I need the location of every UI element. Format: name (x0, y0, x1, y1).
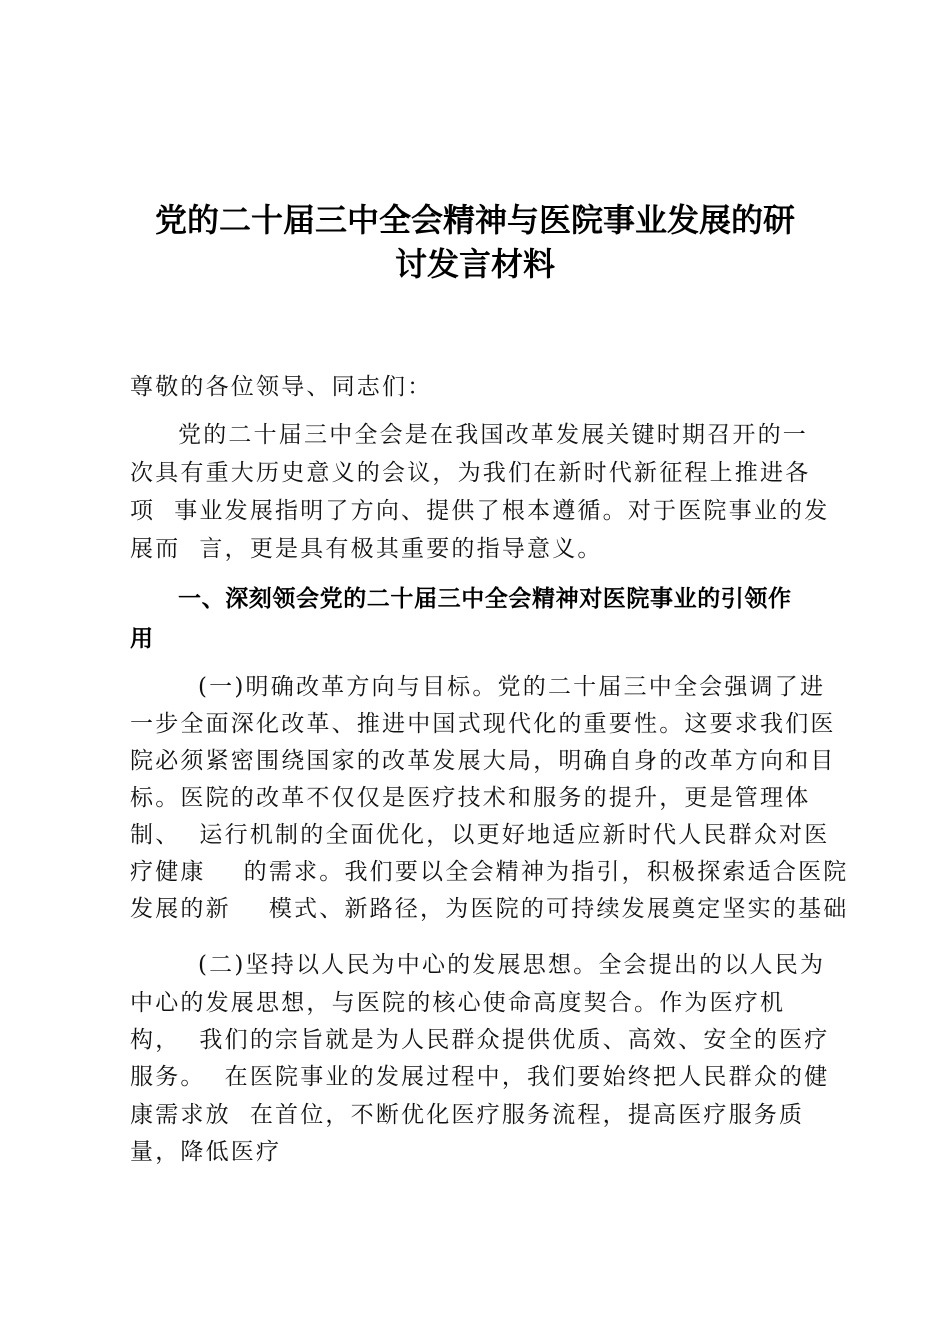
point-one-line: 一步全面深化改革、推进中国式现代化的重要性。这要求我们医 (130, 711, 836, 737)
point-one-line: 疗健康 的需求。我们要以全会精神为指引，积极探索适合医院 (130, 859, 849, 885)
point-one-line: (一)明确改革方向与目标。党的二十届三中全会强调了进 (198, 674, 826, 700)
point-one-line: 院必须紧密围绕国家的改革发展大局，明确自身的改革方向和目 (130, 748, 836, 774)
point-two-line: 康需求放 在首位，不断优化医疗服务流程，提高医疗服务质 (130, 1102, 805, 1128)
section-heading-line-2: 用 (130, 626, 154, 652)
point-two-line: (二)坚持以人民为中心的发展思想。全会提出的以人民为 (198, 952, 826, 978)
point-one-line: 制、 运行机制的全面优化，以更好地适应新时代人民群众对医 (130, 822, 830, 848)
intro-line: 展而 言，更是具有极其重要的指导意义。 (130, 536, 603, 562)
intro-line: 项 事业发展指明了方向、提供了根本遵循。对于医院事业的发 (130, 498, 830, 524)
document-title-line-2: 讨发言材料 (394, 245, 555, 283)
point-two-line: 服务。 在医院事业的发展过程中，我们要始终把人民群众的健 (130, 1064, 830, 1090)
point-two-line: 量，降低医疗 (130, 1139, 282, 1165)
point-one-line: 发展的新 模式、新路径，为医院的可持续发展奠定坚实的基础 (130, 896, 849, 922)
salutation: 尊敬的各位领导、同志们： (130, 374, 433, 400)
intro-line: 党的二十届三中全会是在我国改革发展关键时期召开的一 (178, 422, 808, 448)
point-two-line: 中心的发展思想，与医院的核心使命高度契合。作为医疗机 (130, 990, 786, 1016)
section-heading-line-1: 一、深刻领会党的二十届三中全会精神对医院事业的引领作 (178, 586, 792, 612)
document-title-line-1: 党的二十届三中全会精神与医院事业发展的研 (154, 201, 795, 239)
point-two-line: 构， 我们的宗旨就是为人民群众提供优质、高效、安全的医疗 (130, 1027, 830, 1053)
intro-line: 次具有重大历史意义的会议，为我们在新时代新征程上推进各 (130, 460, 811, 486)
point-one-line: 标。医院的改革不仅仅是医疗技术和服务的提升，更是管理体 (130, 785, 811, 811)
